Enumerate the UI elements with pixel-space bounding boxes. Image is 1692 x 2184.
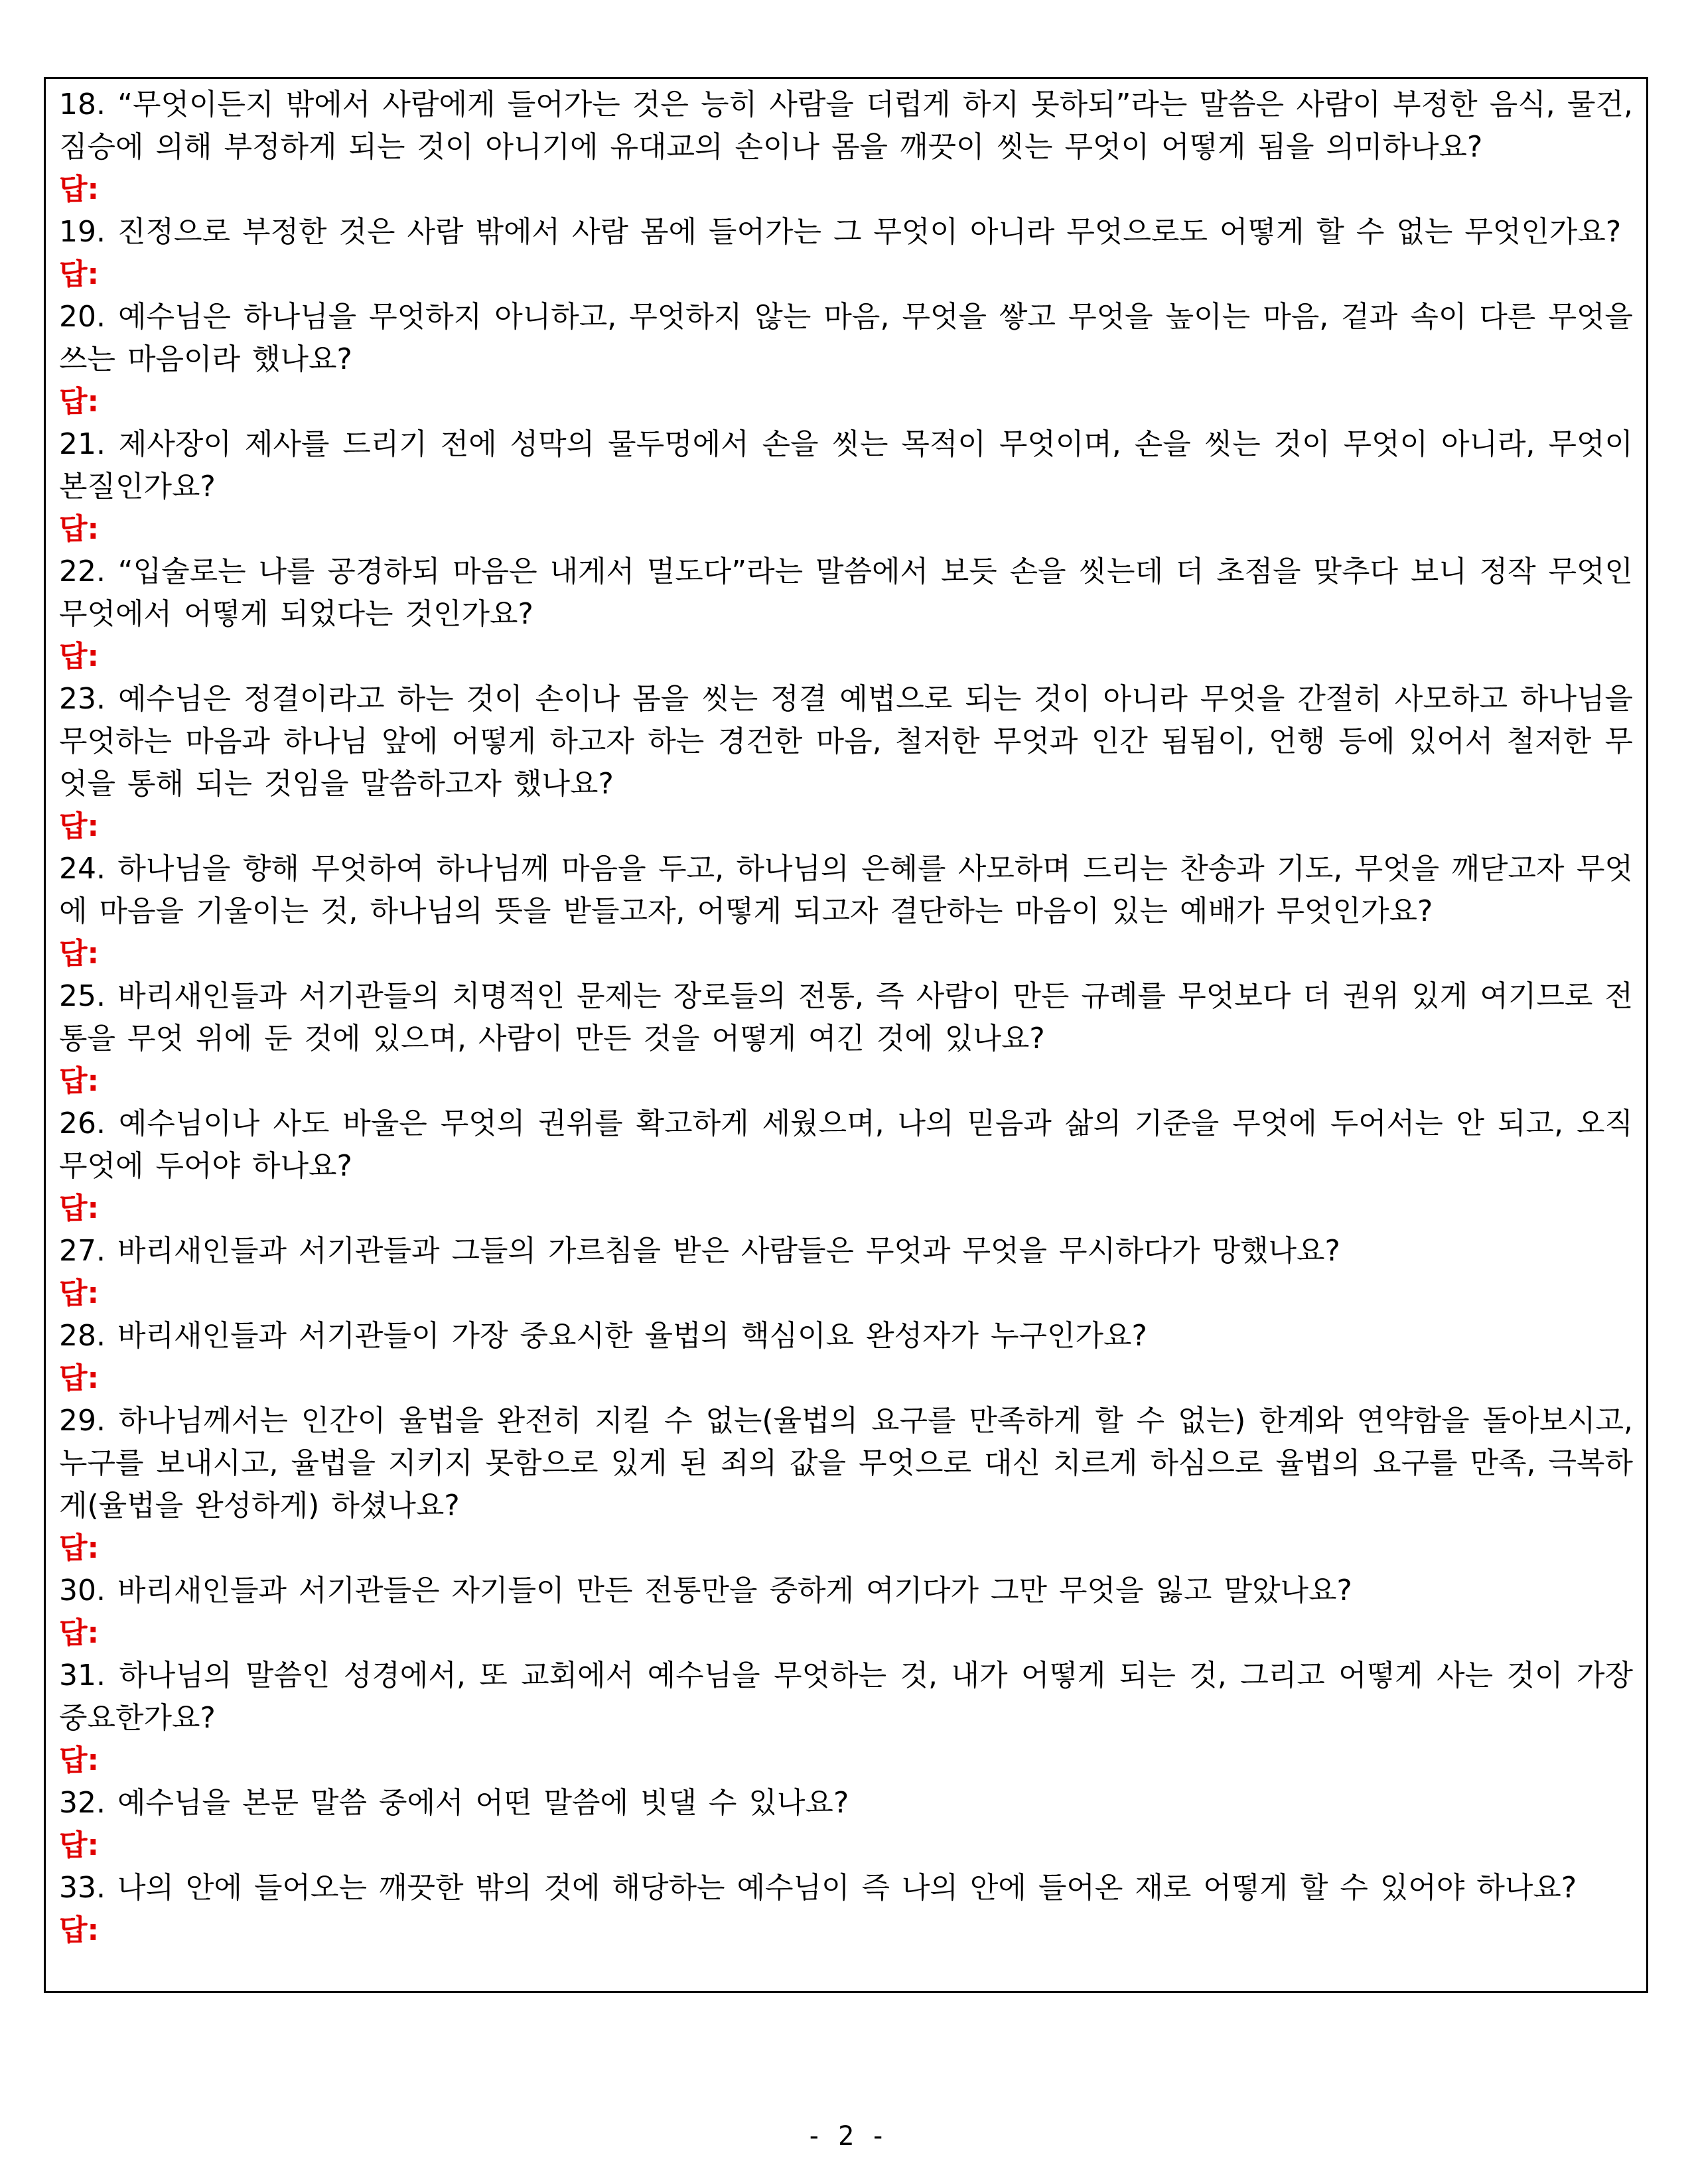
answer-label: 답: <box>59 1064 100 1098</box>
question-text: 20. 예수님은 하나님을 무엇하지 아니하고, 무엇하지 않는 마음, 무엇을 쌓고 무엇을 높이는 마음, 겉과 속이 다른 무엇을 쓰는 마음이라 했나요? <box>59 300 1633 376</box>
qa-item-30 <box>59 1570 1633 1655</box>
qa-item-29 <box>59 1400 1633 1570</box>
answer-label: 답: <box>59 257 100 291</box>
answer-label: 답: <box>59 172 100 206</box>
answer-label: 답: <box>59 1913 100 1947</box>
page-number: - 2 - <box>806 2121 886 2151</box>
qa-item-18 <box>59 84 1633 211</box>
answer-label: 답: <box>59 1531 100 1565</box>
answer-label: 답: <box>59 1192 100 1225</box>
question-text: 23. 예수님은 정결이라고 하는 것이 손이나 몸을 씻는 정결 예법으로 되는 것이 아니라 무엇을 간절히 사모하고 하나님을 무엇하는 마음과 하나님 앞에 어떻게 하고자 하는 경건한 마음, 철저한 무엇과 인간 됨됨이, 언행 등에 있어서 철저한 무엇을 통해 되는 것임을 말씀하고자 했나요? <box>59 682 1633 801</box>
question-text: 18. “무엇이든지 밖에서 사람에게 들어가는 것은 능히 사람을 더럽게 하지 못하되”라는 말씀은 사람이 부정한 음식, 물건, 짐승에 의해 부정하게 되는 것이 아니기에 유대교의 손이나 몸을 깨끗이 씻는 무엇이 어떻게 됨을 의미하나요? <box>59 88 1633 164</box>
qa-item-28 <box>59 1315 1633 1400</box>
qa-item-24 <box>59 848 1633 975</box>
qa-item-33 <box>59 1867 1633 1952</box>
qa-item-27 <box>59 1230 1633 1315</box>
answer-label: 답: <box>59 640 100 673</box>
answer-label: 답: <box>59 937 100 971</box>
question-text: 28. 바리새인들과 서기관들이 가장 중요시한 율법의 핵심이요 완성자가 누구인가요? <box>59 1319 1147 1353</box>
question-list-box <box>44 77 1648 1993</box>
question-text: 22. “입술로는 나를 공경하되 마음은 내게서 멀도다”라는 말씀에서 보듯 손을 씻는데 더 초점을 맞추다 보니 정작 무엇인 무엇에서 어떻게 되었다는 것인가요? <box>59 555 1633 631</box>
qa-item-20 <box>59 296 1633 423</box>
qa-item-25 <box>59 975 1633 1103</box>
qa-item-32 <box>59 1782 1633 1867</box>
qa-item-21 <box>59 423 1633 551</box>
question-text: 24. 하나님을 향해 무엇하여 하나님께 마음을 두고, 하나님의 은혜를 사모하며 드리는 찬송과 기도, 무엇을 깨닫고자 무엇에 마음을 기울이는 것, 하나님의 뜻을 받들고자, 어떻게 되고자 결단하는 마음이 있는 예배가 무엇인가요? <box>59 852 1633 928</box>
answer-label: 답: <box>59 1616 100 1650</box>
answer-label: 답: <box>59 1361 100 1395</box>
answer-label: 답: <box>59 512 100 546</box>
qa-item-26 <box>59 1103 1633 1230</box>
question-text: 29. 하나님께서는 인간이 율법을 완전히 지킬 수 없는(율법의 요구를 만족하게 할 수 없는) 한계와 연약함을 돌아보시고, 누구를 보내시고, 율법을 지키지 못함으로 있게 된 죄의 값을 무엇으로 대신 치르게 하심으로 율법의 요구를 만족, 극복하게(율법을 완성하게) 하셨나요? <box>59 1404 1633 1523</box>
question-text: 27. 바리새인들과 서기관들과 그들의 가르침을 받은 사람들은 무엇과 무엇을 무시하다가 망했나요? <box>59 1234 1340 1268</box>
question-text: 30. 바리새인들과 서기관들은 자기들이 만든 전통만을 중하게 여기다가 그만 무엇을 잃고 말았나요? <box>59 1574 1352 1607</box>
answer-label: 답: <box>59 809 100 843</box>
question-text: 32. 예수님을 본문 말씀 중에서 어떤 말씀에 빗댈 수 있나요? <box>59 1786 849 1820</box>
answer-label: 답: <box>59 385 100 419</box>
qa-item-31 <box>59 1655 1633 1782</box>
question-text: 19. 진정으로 부정한 것은 사람 밖에서 사람 몸에 들어가는 그 무엇이 아니라 무엇으로도 어떻게 할 수 없는 무엇인가요? <box>59 215 1622 249</box>
qa-item-22 <box>59 551 1633 678</box>
question-text: 25. 바리새인들과 서기관들의 치명적인 문제는 장로들의 전통, 즉 사람이 만든 규례를 무엇보다 더 권위 있게 여기므로 전통을 무엇 위에 둔 것에 있으며, 사람이 만든 것을 어떻게 여긴 것에 있나요? <box>59 979 1633 1056</box>
question-text: 31. 하나님의 말씀인 성경에서, 또 교회에서 예수님을 무엇하는 것, 내가 어떻게 되는 것, 그리고 어떻게 사는 것이 가장 중요한가요? <box>59 1659 1633 1735</box>
question-text: 33. 나의 안에 들어오는 깨끗한 밖의 것에 해당하는 예수님이 즉 나의 안에 들어온 재로 어떻게 할 수 있어야 하나요? <box>59 1871 1577 1905</box>
qa-item-19 <box>59 211 1633 296</box>
question-text: 21. 제사장이 제사를 드리기 전에 성막의 물두멍에서 손을 씻는 목적이 무엇이며, 손을 씻는 것이 무엇이 아니라, 무엇이 본질인가요? <box>59 427 1633 504</box>
answer-label: 답: <box>59 1276 100 1310</box>
question-text: 26. 예수님이나 사도 바울은 무엇의 권위를 확고하게 세웠으며, 나의 믿음과 삶의 기준을 무엇에 두어서는 안 되고, 오직 무엇에 두어야 하나요? <box>59 1107 1633 1183</box>
answer-label: 답: <box>59 1743 100 1777</box>
answer-label: 답: <box>59 1828 100 1862</box>
qa-item-23 <box>59 678 1633 848</box>
